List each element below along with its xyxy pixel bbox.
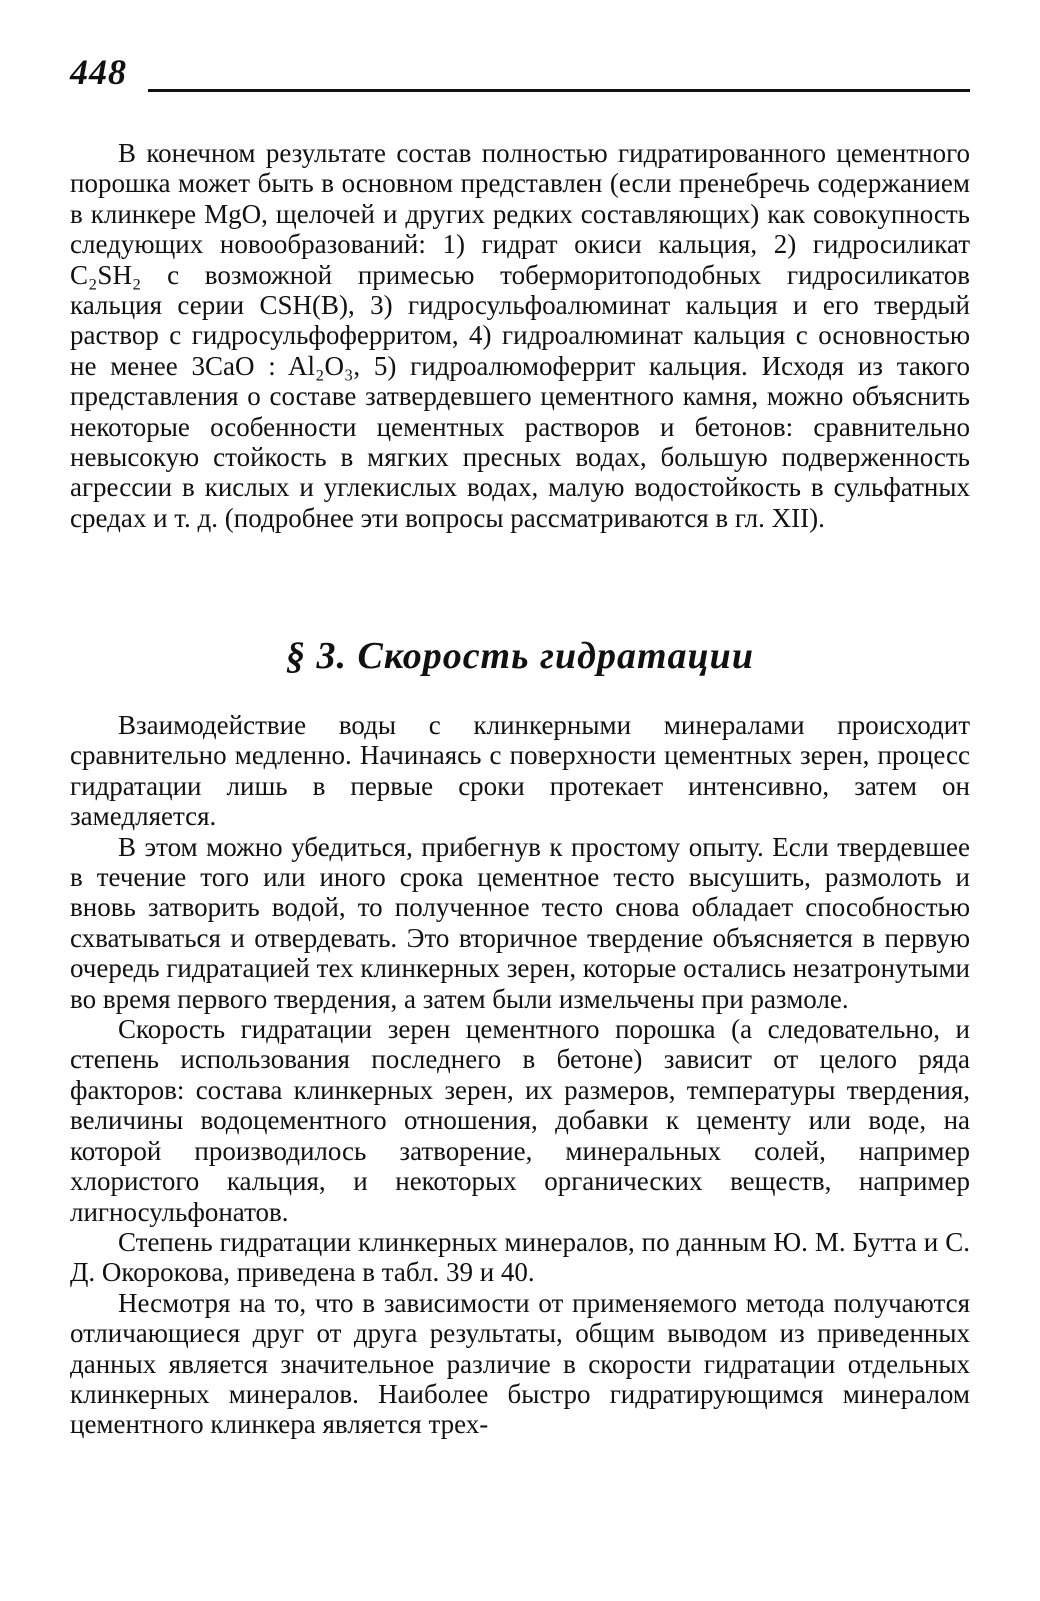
paragraph: Скорость гидратации зерен цементного порошка (а следовательно, и степень использования последнего в бетоне) зависит от целого ряда факторов: состава клинкерных зерен, их размеров, температуры твердения, величины водоцементного отношения, добавки к цементу или воде, на которой производилось затворение, минеральных солей, например хлористого кальция, и некоторых органических веществ, например лигносульфонатов. (70, 1014, 970, 1227)
paragraph: Несмотря на то, что в зависимости от применяемого метода получаются отличающиеся друг от друга результаты, общим выводом из приведенных данных является значительное различие в скорости гидратации отдельных клинкерных минералов. Наиболее быстро гидратирующимся минералом цементного клинкера является трех- (70, 1287, 970, 1440)
header-rule (148, 89, 970, 92)
page-number: 448 (70, 52, 127, 92)
body-text-intro (70, 138, 970, 533)
body-text-section (70, 710, 970, 1440)
paragraph: Взаимодействие воды с клинкерными минералами происходит сравнительно медленно. Начинаясь с поверхности цементных зерен, процесс гидратации лишь в первые сроки протекает интенсивно, затем он замедляется. (70, 710, 970, 832)
section-heading: § 3. Скорость гидратации (286, 635, 754, 677)
paragraph: Степень гидратации клинкерных минералов, по данным Ю. М. Бутта и С. Д. Окорокова, приведена в табл. 39 и 40. (70, 1226, 970, 1288)
paragraph: В этом можно убедиться, прибегнув к простому опыту. Если твердевшее в течение того или иного срока цементное тесто высушить, размолоть и вновь затворить водой, то полученное тесто снова обладает способностью схватываться и отвердевать. Это вторичное твердение объясняется в первую очередь гидратацией тех клинкерных зерен, которые остались незатронутыми во время первого твердения, а затем были измельчены при размоле. (70, 831, 970, 1014)
paragraph: В конечном результате состав полностью гидратированного цементного порошка может быть в основном представлен (если пренебречь содержанием в клинкере MgO, щелочей и других редких составляющих) как совокупность следующих новообразований: 1) гидрат окиси кальция, 2) гидросиликат C₂SH₂ с возможной примесью тоберморитоподобных гидросиликатов кальция серии CSH(B), 3) гидросульфоалюминат кальция и его твердый раствор с гидросульфоферритом, 4) гидроалюминат кальция с основностью не менее 3CaO : Al₂O₃, 5) гидроалюмоферрит кальция. Исходя из такого представления о составе затвердевшего цементного камня, можно объяснить некоторые особенности цементных растворов и бетонов: сравнительно невысокую стойкость в мягких пресных водах, большую подверженность агрессии в кислых и углекислых водах, малую водостойкость в сульфатных средах и т. д. (подробнее эти вопросы рассматриваются в гл. XII). (70, 138, 970, 533)
page-header (70, 50, 970, 100)
